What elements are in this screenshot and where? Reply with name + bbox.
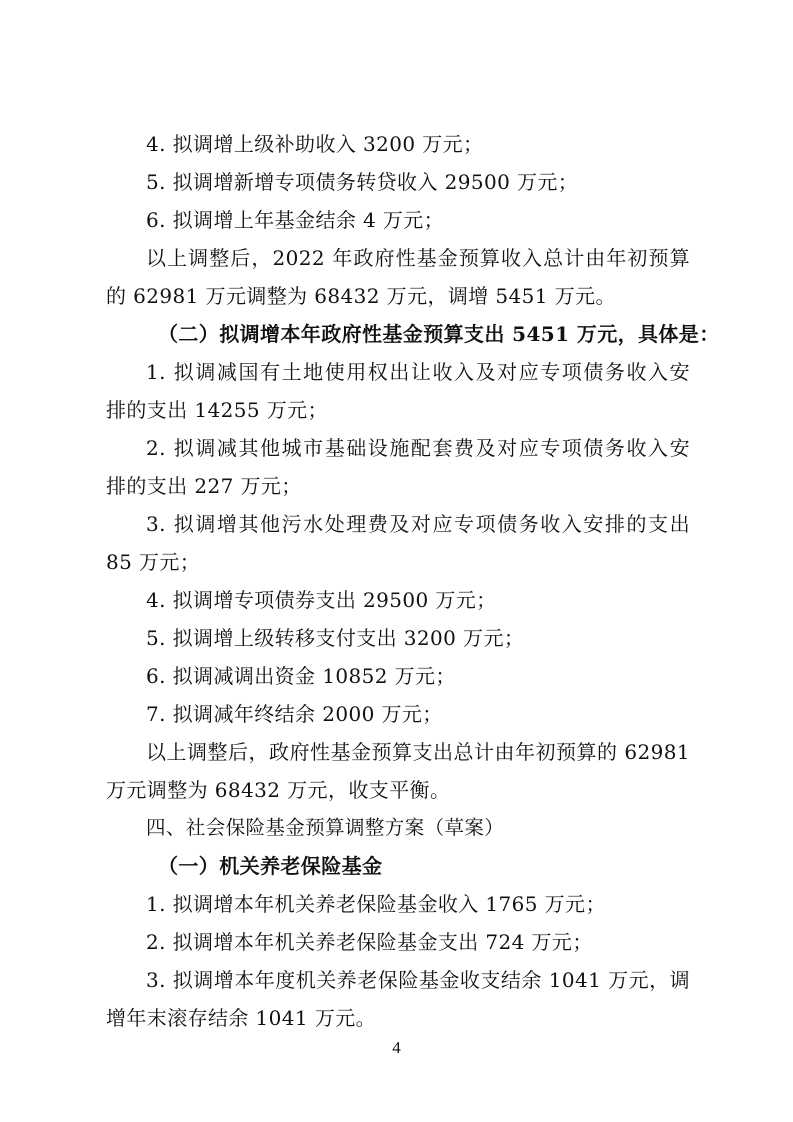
list-item: 2. 拟调增本年机关养老保险基金支出 724 万元； [146, 930, 593, 954]
list-item: 3. 拟调增本年度机关养老保险基金收支结余 1041 万元，调 [146, 968, 690, 992]
list-item: 6. 拟调减调出资金 10852 万元； [146, 664, 456, 688]
list-item: 4. 拟调增上级补助收入 3200 万元； [146, 132, 484, 156]
subsection-heading: （一）机关养老保险基金 [158, 854, 383, 878]
list-item: 5. 拟调增上级转移支付支出 3200 万元； [146, 626, 525, 650]
paragraph-line: 85 万元； [106, 550, 201, 574]
paragraph-line: 以上调整后，政府性基金预算支出总计由年初预算的 62981 [146, 740, 690, 764]
list-item: 6. 拟调增上年基金结余 4 万元； [146, 208, 445, 232]
section-heading: 四、社会保险基金预算调整方案（草案） [146, 816, 505, 839]
list-item: 1. 拟调增本年机关养老保险基金收入 1765 万元； [146, 892, 606, 916]
paragraph-line: 排的支出 14255 万元； [106, 398, 328, 422]
section-heading: （二）拟调增本年政府性基金预算支出 5451 万元，具体是： [158, 322, 720, 346]
paragraph-line: 排的支出 227 万元； [106, 474, 302, 498]
list-item: 5. 拟调增新增专项债务转贷收入 29500 万元； [146, 170, 579, 194]
list-item: 2. 拟调减其他城市基础设施配套费及对应专项债务收入安 [146, 436, 690, 460]
list-item: 3. 拟调增其他污水处理费及对应专项债务收入安排的支出 [146, 512, 690, 536]
paragraph-line: 的 62981 万元调整为 68432 万元，调增 5451 万元。 [106, 284, 616, 308]
paragraph-line: 以上调整后，2022 年政府性基金预算收入总计由年初预算 [146, 246, 690, 270]
paragraph-line: 万元调整为 68432 万元，收支平衡。 [106, 778, 451, 802]
paragraph-line: 增年末滚存结余 1041 万元。 [106, 1006, 377, 1030]
list-item: 4. 拟调增专项债券支出 29500 万元； [146, 588, 497, 612]
list-item: 1. 拟调减国有土地使用权出让收入及对应专项债务收入安 [146, 360, 690, 384]
list-item: 7. 拟调减年终结余 2000 万元； [146, 702, 443, 726]
page-number: 4 [392, 1038, 401, 1057]
